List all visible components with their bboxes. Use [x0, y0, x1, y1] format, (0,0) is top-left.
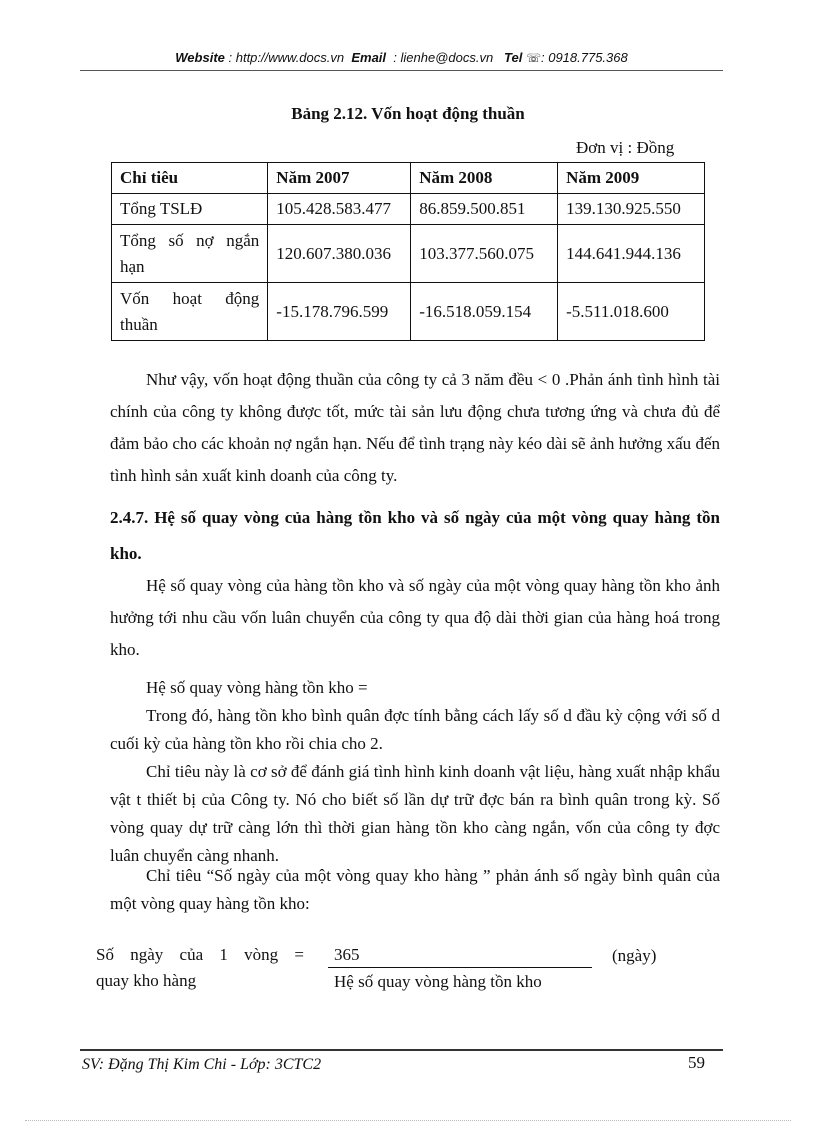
- header-year-2009: Năm 2009: [558, 163, 705, 194]
- table-cell: 139.130.925.550: [558, 194, 705, 225]
- footer-author: SV: Đặng Thị Kim Chi - Lớp: 3CTC2: [82, 1056, 322, 1073]
- paragraph-days-indicator: Chỉ tiêu “Số ngày của một vòng quay kho hàng ” phản ánh số ngày bình quân của một vòng quay hàng tồn kho:: [110, 866, 720, 913]
- tel-value: : 0918.775.368: [540, 50, 628, 65]
- table-cell: -5.511.018.600: [558, 283, 705, 341]
- table-title: Bảng 2.12. Vốn hoạt động thuần: [291, 104, 525, 123]
- formula-denominator: Hệ số quay vòng hàng tồn kho: [334, 972, 542, 991]
- header-indicator: Chỉ tiêu: [112, 163, 268, 194]
- page-header: [80, 50, 723, 65]
- table-cell: -15.178.796.599: [268, 283, 411, 341]
- paragraph-explanation: Trong đó, hàng tồn kho bình quân đợc tính bằng cách lấy số d đầu kỳ cộng với số d cuối kỳ của hàng tồn kho rồi chia cho 2.: [110, 706, 720, 753]
- formula-days-label-line2: quay kho hàng: [96, 971, 197, 990]
- row-label: Tổng số nợ ngắn hạn: [112, 225, 268, 283]
- header-year-2008: Năm 2008: [411, 163, 558, 194]
- website-label: Website: [175, 50, 225, 65]
- table-unit: Đơn vị : Đồng: [576, 138, 675, 157]
- formula-numerator: 365: [334, 945, 360, 964]
- formula-days-label-line1: Số ngày của 1 vòng =: [96, 945, 304, 964]
- table-cell: 105.428.583.477: [268, 194, 411, 225]
- table-row: [112, 283, 705, 341]
- email-label: Email: [351, 50, 387, 65]
- website-value: : http://www.docs.vn: [228, 50, 345, 65]
- page-number: 59: [688, 1053, 705, 1072]
- table-cell: 120.607.380.036: [268, 225, 411, 283]
- working-capital-table: [111, 162, 705, 341]
- header-year-2007: Năm 2007: [268, 163, 411, 194]
- fraction-bar: [328, 967, 592, 968]
- table-cell: 144.641.944.136: [558, 225, 705, 283]
- tel-label: Tel: [504, 50, 523, 65]
- formula-unit: (ngày): [612, 946, 657, 965]
- paragraph-conclusion: Như vậy, vốn hoạt động thuần của công ty cả 3 năm đều < 0 .Phản ánh tình hình tài chính của công ty không được tốt, mức tài sản lưu động chưa tương ứng và chưa đủ để đảm bảo cho các khoản nợ ngắn hạn. Nếu để tình trạng này kéo dài sẽ ảnh hưởng xấu đến tình hình sản xuất kinh doanh của công ty.: [110, 370, 720, 485]
- formula-turnover: Hệ số quay vòng hàng tồn kho =: [146, 678, 368, 697]
- email-value: : lienhe@docs.vn: [393, 50, 494, 65]
- row-label: Vốn hoạt động thuần: [112, 283, 268, 341]
- table-row: [112, 225, 705, 283]
- table-header-row: [112, 163, 705, 194]
- phone-icon: ☏: [525, 51, 541, 65]
- header-rule: [80, 70, 723, 71]
- section-heading: 2.4.7. Hệ số quay vòng của hàng tồn kho và số ngày của một vòng quay hàng tồn kho.: [110, 508, 720, 563]
- table-cell: -16.518.059.154: [411, 283, 558, 341]
- row-label: Tổng TSLĐ: [112, 194, 268, 225]
- footer-rule: [80, 1049, 723, 1051]
- page-bottom-divider: [25, 1120, 791, 1121]
- paragraph-indicator-meaning: Chỉ tiêu này là cơ sở để đánh giá tình hình kinh doanh vật liệu, hàng xuất nhập khẩu vật t thiết bị của Công ty. Nó cho biết số lần dự trữ đợc bán ra bình quân trong kỳ. Số vòng quay dự trữ càng lớn thì thời gian hàng tồn kho càng ngắn, vốn của công ty đợc luân chuyển càng nhanh.: [110, 762, 720, 865]
- table-row: [112, 194, 705, 225]
- table-cell: 86.859.500.851: [411, 194, 558, 225]
- table-cell: 103.377.560.075: [411, 225, 558, 283]
- paragraph-intro: Hệ số quay vòng của hàng tồn kho và số ngày của một vòng quay hàng tồn kho ảnh hưởng tới nhu cầu vốn luân chuyển của công ty qua độ dài thời gian của hàng hoá trong kho.: [110, 576, 720, 659]
